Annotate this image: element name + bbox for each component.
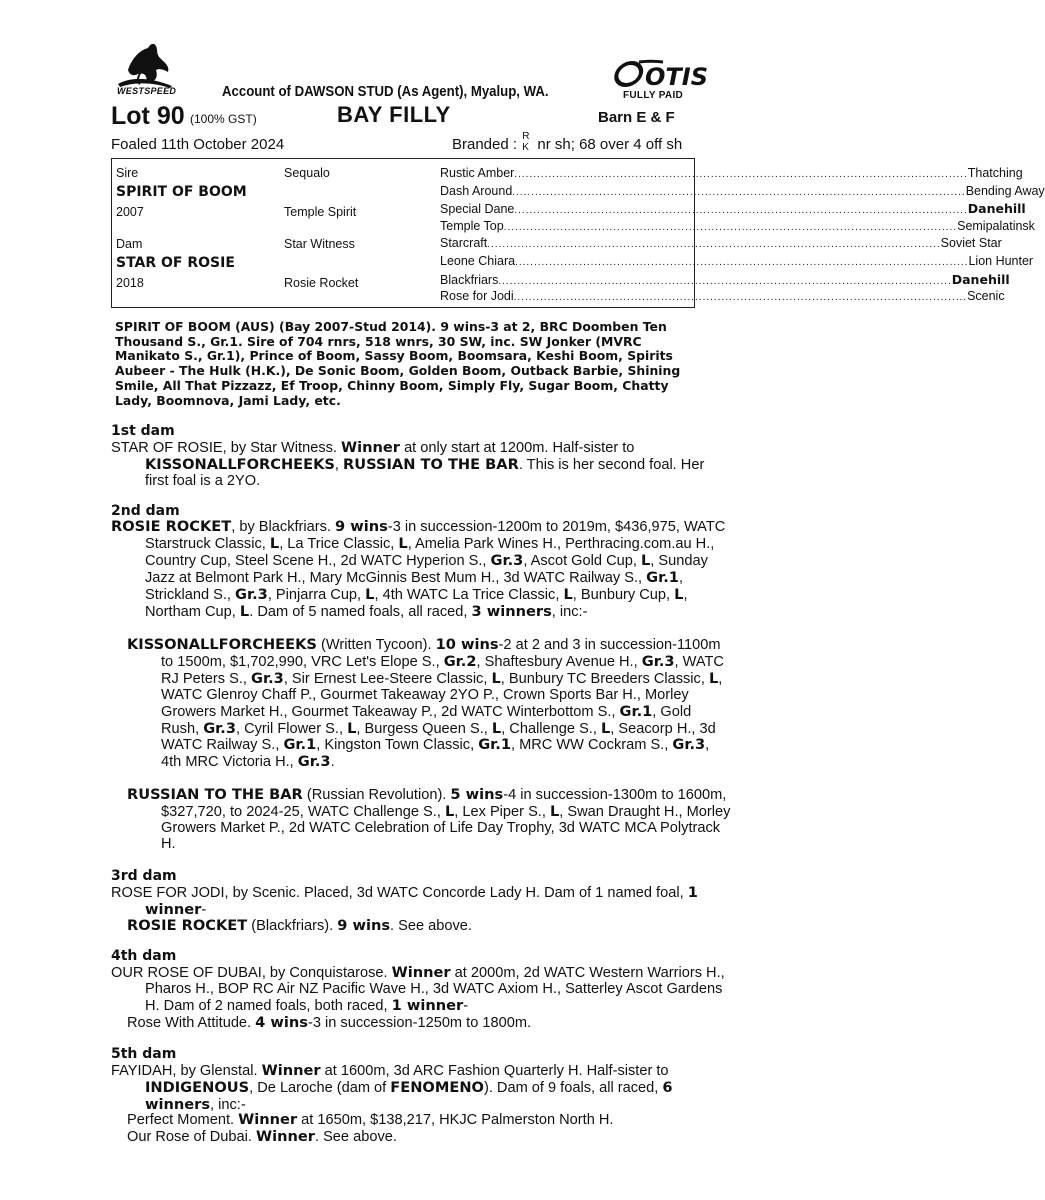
brand-bottom: K (522, 142, 529, 153)
dam-name: STAR OF ROSIE (116, 255, 235, 271)
sire-label: Sire (116, 166, 139, 180)
brand-top: R (522, 131, 530, 142)
third-gen-sire: Semipalatinsk (957, 218, 1035, 233)
dot-leader (498, 276, 951, 287)
third-gen-sire: Danehill (967, 201, 1026, 217)
third-dam-heading: 3rd dam (111, 868, 177, 884)
fifth-dam-progeny-1: Perfect Moment. Winner at 1650m, $138,217, HKJC Palmerston North H. (127, 1111, 614, 1128)
dot-leader (514, 292, 967, 303)
third-gen-name: Blackfriars (440, 272, 499, 287)
third-dam-text: ROSE FOR JODI, by Scenic. Placed, 3d WATC Concorde Lady H. Dam of 1 named foal, 1 winner- (111, 884, 698, 918)
dot-leader (504, 222, 957, 233)
third-gen-row (440, 201, 1026, 217)
fully-paid-label: FULLY PAID (623, 90, 684, 101)
dot-leader (515, 257, 968, 268)
sire-name: SPIRIT OF BOOM (116, 184, 247, 200)
first-dam-heading: 1st dam (111, 423, 175, 439)
dam-sire: Star Witness (284, 237, 355, 251)
third-gen-sire: Bending Away (965, 183, 1045, 198)
otis-logo-text: OTIS (645, 63, 708, 91)
second-dam-heading: 2nd dam (111, 503, 180, 519)
branded-rest: nr sh; 68 over 4 off sh (537, 136, 683, 153)
third-gen-name: Dash Around (440, 183, 513, 198)
first-dam-text: STAR OF ROSIE, by Star Witness. Winner at only start at 1200m. Half-sister to KISSONALLFORCHEEKS, RUSSIAN TO THE BAR. This is her second foal. Her first foal is a 2YO. (111, 439, 705, 489)
brand-marks (521, 131, 533, 153)
third-gen-name: Rose for Jodi (440, 289, 514, 304)
fourth-dam-text: OUR ROSE OF DUBAI, by Conquistarose. Winner at 2000m, 2d WATC Western Warriors H., Pharos H., BOP RC Air NZ Pacific Wave H., 3d WATC Axiom H., Satterley Ascot Gardens H. Dam of 2 named foals, both raced, 1 winner- (111, 964, 725, 1014)
third-gen-name: Temple Top (440, 218, 504, 233)
barn-label: Barn E & F (598, 109, 675, 126)
dam-year: 2018 (116, 276, 144, 290)
pedigree-table (111, 158, 1045, 308)
otis-logo-icon (617, 58, 708, 91)
branded-info (452, 131, 683, 153)
kissonallforcheeks-text: KISSONALLFORCHEEKS (Written Tycoon). 10 wins-2 at 2 and 3 in succession-1100m to 1500m, $1,702,990, VRC Let's Elope S., Gr.2, Shaftesbury Avenue H., Gr.3, WATC RJ Peters S., Gr.3, Sir Ernest Lee-Steere Classic, L, Bunbury TC Breeders Classic, L, WATC Glenroy Chaff P., Gourmet Takeaway 2YO P., Crown Sports Bar H., Morley Growers Market H., Gourmet Takeaway P., 2d WATC Winterbottom S., Gr.1, Gold Rush, Gr.3, Cyril Flower S., L, Burgess Queen S., L, Challenge S., L, Seacorp H., 3d WATC Railway S., Gr.1, Kingston Town Classic, Gr.1, MRC WW Cockram S., Gr.3, 4th MRC Victoria H., Gr.3. (127, 636, 724, 771)
russian-to-the-bar-text: RUSSIAN TO THE BAR (Russian Revolution). 5 wins-4 in succession-1300m to 1600m, $327,720, to 2024-25, WATC Challenge S., L, Lex Piper S., L, Swan Draught H., Morley Growers Market P., 2d WATC Celebration of Life Day Trophy, 3d WATC MCA Polytrack H. (127, 786, 731, 852)
third-gen-row (440, 254, 1034, 268)
third-gen-row (440, 289, 1005, 304)
dot-leader (487, 239, 940, 250)
third-gen-row (440, 236, 1002, 251)
third-gen-name: Starcraft (440, 236, 488, 251)
sire-dam: Temple Spirit (284, 205, 357, 219)
third-gen-name: Rustic Amber (440, 166, 515, 180)
dam-dam: Rosie Rocket (284, 276, 359, 290)
sire-year: 2007 (116, 205, 144, 219)
sire-blurb: SPIRIT OF BOOM (AUS) (Bay 2007-Stud 2014). 9 wins-3 at 2, BRC Doomben Ten Thousand S., Gr.1. Sire of 704 rnrs, 518 wnrs, 30 SW, inc. SW Jonker (MVRC Manikato S., Gr.1), Prince of Boom, Sassy Boom, Boomsara, Keshi Boom, Spirits Aubeer - The Hulk (H.K.), De Sonic Boom, Golden Boom, Outback Barbie, Shining Smile, All That Pizzazz, Ef Troop, Chinny Boom, Simply Fly, Sugar Boom, Chatty Lady, Boomnova, Jami Lady, etc. (115, 319, 681, 408)
sire-sire: Sequalo (284, 166, 330, 180)
third-gen-row (440, 166, 1023, 180)
fifth-dam-text: FAYIDAH, by Glenstal. Winner at 1600m, 3d ARC Fashion Quarterly H. Half-sister to INDIGENOUS, De Laroche (dam of FENOMENO). Dam of 9 foals, all raced, 6 winners, inc:- (111, 1062, 673, 1113)
third-gen-name: Leone Chiara (440, 254, 516, 268)
branded-label: Branded : (452, 136, 518, 153)
third-gen-sire: Lion Hunter (968, 254, 1034, 268)
foaled-date: Foaled 11th October 2024 (111, 136, 285, 153)
fourth-dam-heading: 4th dam (111, 948, 177, 964)
dam-label: Dam (116, 237, 143, 251)
third-gen-row (440, 183, 1045, 198)
third-gen-name: Special Dane (440, 202, 515, 217)
third-gen-sire: Thatching (967, 166, 1023, 180)
fifth-dam-heading: 5th dam (111, 1046, 177, 1062)
third-gen-row (440, 271, 1010, 287)
fourth-dam-progeny: Rose With Attitude. 4 wins-3 in succession-1250m to 1800m. (127, 1014, 532, 1031)
third-gen-sire: Scenic (967, 289, 1005, 304)
dot-leader (512, 187, 965, 198)
dot-leader (514, 169, 967, 180)
lot-gst: (100% GST) (190, 112, 257, 126)
third-gen-sire: Danehill (951, 271, 1010, 287)
fifth-dam-progeny-2: Our Rose of Dubai. Winner. See above. (127, 1128, 397, 1145)
logo-text: WESTSPEED (117, 86, 177, 96)
lot-number: Lot 90 (111, 102, 185, 130)
third-dam-progeny: ROSIE ROCKET (Blackfriars). 9 wins. See above. (127, 917, 472, 934)
third-gen-sire: Soviet Star (940, 236, 1002, 251)
dot-leader (514, 205, 967, 216)
vendor-account: Account of DAWSON STUD (As Agent), Myalup, WA. (222, 83, 549, 100)
lot-sex: BAY FILLY (337, 102, 451, 127)
second-dam-text: ROSIE ROCKET, by Blackfriars. 9 wins-3 in succession-1200m to 2019m, $436,975, WATC Starstruck Classic, L, La Trice Classic, L, Amelia Park Wines H., Perthracing.com.au H., Country Cup, Steel Scene H., 2d WATC Hyperion S., Gr.3, Ascot Gold Cup, L, Sunday Jazz at Belmont Park H., Mary McGinnis Best Mum H., 3d WATC Railway S., Gr.1, Strickland S., Gr.3, Pinjarra Cup, L, 4th WATC La Trice Classic, L, Bunbury Cup, L, Northam Cup, L. Dam of 5 named foals, all raced, 3 winners, inc:- (111, 518, 726, 620)
third-gen-row (440, 218, 1035, 233)
